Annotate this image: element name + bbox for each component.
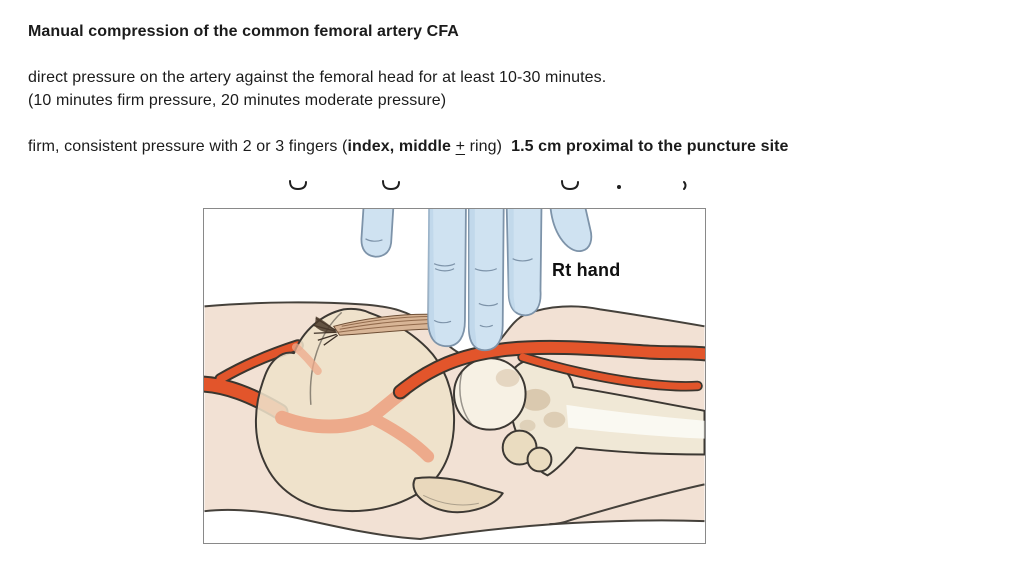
- body-line-3-ring: ring): [465, 138, 503, 155]
- figure-label-rt-hand: Rt hand: [552, 260, 621, 280]
- body-line-3-lead: firm, consistent pressure with 2 or 3 fingers (: [28, 138, 348, 155]
- body-line-3-distance-bold: 1.5 cm proximal to the puncture site: [511, 138, 789, 155]
- femoral-head: [454, 358, 526, 430]
- anatomy-figure: [203, 208, 706, 544]
- anatomy-illustration: [204, 209, 705, 543]
- title-line: Manual compression of the common femoral artery CFA: [28, 23, 459, 40]
- clipped-text-remnants: [280, 179, 700, 193]
- thumb: [550, 209, 591, 251]
- pinky-finger: [361, 209, 393, 257]
- body-line-3-fingers-bold: index, middle: [347, 138, 456, 155]
- body-line-2: (10 minutes firm pressure, 20 minutes moderate pressure): [28, 92, 447, 109]
- body-line-1: direct pressure on the artery against the femoral head for at least 10-30 minutes.: [28, 69, 607, 86]
- body-line-3: [28, 138, 789, 156]
- plus-minus-mark: +: [455, 138, 466, 155]
